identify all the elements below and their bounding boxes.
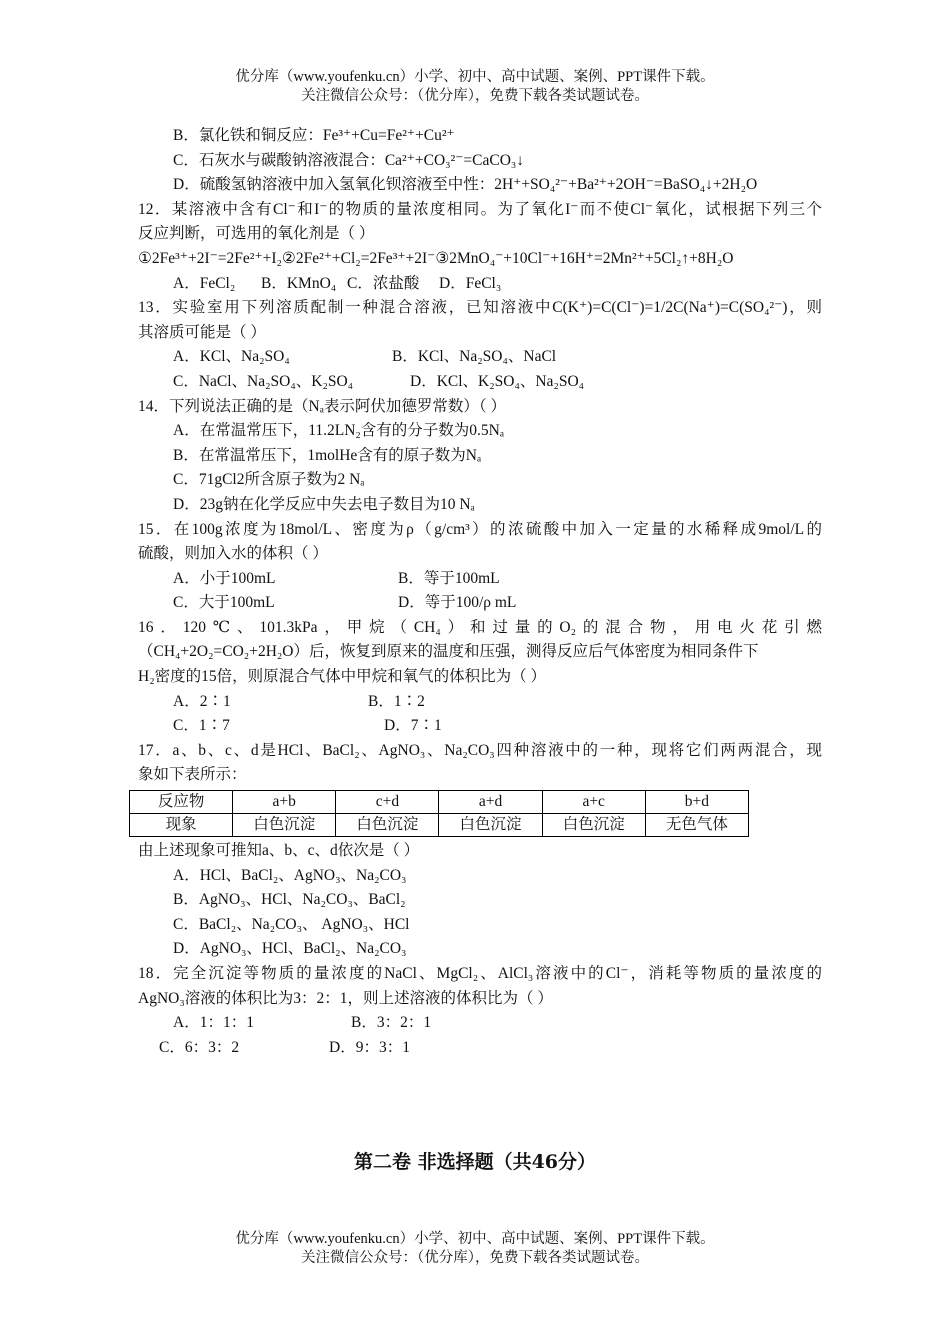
table-cell: 白色沉淀	[439, 814, 542, 837]
q13-stem-line-1: 13．实验室用下列溶质配制一种混合溶液，已知溶液中C(K⁺)=C(Cl⁻)=1/2C(Na⁺)=C(SO₄²⁻)，则	[138, 299, 822, 317]
footer-line-1: 优分库（www.youfenku.cn）小学、初中、高中试题、案例、PPT课件下载。	[235, 1231, 715, 1247]
q13-option-b: B．KCl、Na₂SO₄、NaCl	[392, 348, 557, 366]
table-cell: a+c	[542, 791, 645, 814]
q18-stem-line-2: AgNO₃溶液的体积比为3：2：1，则上述溶液的体积比为（ ）	[138, 989, 553, 1007]
q15-option-c: C．大于100mL	[173, 594, 275, 612]
q11-option-d: D．硫酸氢钠溶液中加入氢氧化钡溶液至中性：2H⁺+SO₄²⁻+Ba²⁺+2OH⁻=BaSO₄↓+2H₂O	[173, 176, 758, 194]
q12-reactions: ①2Fe³⁺+2I⁻=2Fe²⁺+I₂②2Fe²⁺+Cl₂=2Fe³⁺+2I⁻③2MnO₄⁻+10Cl⁻+16H⁺=2Mn²⁺+5Cl₂↑+8H₂O	[138, 249, 734, 267]
q12-option-c: C．浓盐酸	[347, 274, 420, 292]
q11-option-c: C．石灰水与碳酸钠溶液混合：Ca²⁺+CO₃²⁻=CaCO₃↓	[173, 151, 525, 169]
header-line-2: 关注微信公众号：（优分库），免费下载各类试题试卷。	[301, 88, 649, 104]
q17-option-b: B．AgNO₃、HCl、Na₂CO₃、BaCl₂	[173, 891, 406, 909]
q16-options-cd	[138, 714, 822, 739]
q16-option-d: D．7∶1	[384, 717, 442, 735]
table-cell: 白色沉淀	[233, 814, 336, 837]
table-cell: 白色沉淀	[336, 814, 439, 837]
q14-option-a: A．在常温常压下，11.2LN₂含有的分子数为0.5Nₐ	[173, 422, 505, 440]
q16-option-b: B．1∶2	[368, 692, 425, 710]
q12-option-d: D．FeCl₃	[439, 274, 502, 292]
table-row	[130, 791, 749, 814]
table-cell: 现象	[130, 814, 233, 837]
q14-option-c: C．71gCl2所含原子数为2 Nₐ	[173, 471, 365, 489]
q16-stem-line-3: H₂密度的15倍，则原混合气体中甲烷和氧气的体积比为（ ）	[138, 668, 546, 686]
page-footer	[0, 1230, 950, 1268]
q16-options-ab	[138, 690, 822, 715]
q13-options-cd	[138, 370, 822, 395]
q15-option-a: A．小于100mL	[173, 569, 276, 587]
q17-option-a: A．HCl、BaCl₂、AgNO₃、Na₂CO₃	[173, 866, 407, 884]
table-cell: b+d	[645, 791, 748, 814]
q17-stem-line-3: 由上述现象可推知a、b、c、d依次是（ ）	[138, 842, 420, 860]
page-header	[0, 68, 950, 106]
q14-stem: 14．下列说法正确的是（Nₐ表示阿伏加德罗常数）（ ）	[138, 397, 507, 415]
q15-options-ab	[138, 567, 822, 592]
q17-stem-line-1: 17．a、b、c、d是HCl、BaCl₂、AgNO₃、Na₂CO₃四种溶液中的一种，现将它们两两混合，现	[138, 741, 822, 759]
q12-option-b: B．KMnO₄	[261, 274, 337, 292]
q15-option-d: D．等于100/ρ mL	[398, 594, 517, 612]
q18-option-b: B．3：2：1	[351, 1014, 432, 1032]
header-line-1: 优分库（www.youfenku.cn）小学、初中、高中试题、案例、PPT课件下载。	[235, 69, 715, 85]
table-cell: a+d	[439, 791, 542, 814]
footer-line-2: 关注微信公众号：（优分库），免费下载各类试题试卷。	[301, 1250, 649, 1266]
q17-stem-line-2: 象如下表所示：	[138, 766, 247, 784]
section-2-title: 第二卷 非选择题（共46分）	[353, 1151, 597, 1173]
q12-stem-line-1: 12．某溶液中含有Cl⁻和I⁻的物质的量浓度相同。为了氧化I⁻而不使Cl⁻氧化，试根据下列三个	[138, 200, 822, 218]
table-cell: c+d	[336, 791, 439, 814]
q16-stem-line-1: 16．120℃、101.3kPa，甲烷（CH₄）和过量的O₂的混合物，用电火花引燃	[138, 618, 822, 636]
q18-option-a: A．1：1：1	[173, 1014, 254, 1032]
q17-option-c: C．BaCl₂、Na₂CO₃、 AgNO₃、HCl	[173, 915, 410, 933]
q13-option-c: C．NaCl、Na₂SO₄、K₂SO₄	[173, 372, 354, 390]
table-cell: 白色沉淀	[542, 814, 645, 837]
q16-option-a: A．2∶1	[173, 692, 231, 710]
q16-option-c: C．1∶7	[173, 717, 230, 735]
table-row	[130, 814, 749, 837]
q15-options-cd	[138, 591, 822, 616]
observation-table	[129, 790, 749, 837]
q18-stem-line-1: 18．完全沉淀等物质的量浓度的NaCl、MgCl₂、AlCl₃溶液中的Cl⁻，消耗等物质的量浓度的	[138, 965, 822, 982]
q15-stem-line-1: 15．在100g浓度为18mol/L、密度为ρ（g/cm³）的浓硫酸中加入一定量的水稀释成9mol/L的	[138, 520, 822, 538]
q17-option-d: D．AgNO₃、HCl、BaCl₂、Na₂CO₃	[173, 940, 407, 958]
q16-stem-line-2: （CH₄+2O₂=CO₂+2H₂O）后，恢复到原来的温度和压强，测得反应后气体密度为相同条件下	[138, 643, 759, 661]
q12-options	[138, 272, 822, 297]
q13-option-a: A．KCl、Na₂SO₄	[173, 348, 290, 366]
q14-option-b: B．在常温常压下，1molHe含有的原子数为Nₐ	[173, 446, 482, 464]
q12-stem-line-2: 反应判断，可选用的氧化剂是（ ）	[138, 225, 375, 243]
table-cell: 反应物	[130, 791, 233, 814]
question-content	[138, 124, 822, 1060]
table-cell: a+b	[233, 791, 336, 814]
q18-options-cd	[138, 1036, 822, 1061]
q13-option-d: D．KCl、K₂SO₄、Na₂SO₄	[410, 372, 585, 390]
q18-option-c: C．6：3：2	[159, 1038, 240, 1056]
q13-stem-line-2: 其溶质可能是（ ）	[138, 323, 266, 341]
q14-option-d: D．23g钠在化学反应中失去电子数目为10 Nₐ	[173, 495, 475, 513]
q13-options-ab	[138, 345, 822, 370]
q11-option-b: B．氯化铁和铜反应：Fe³⁺+Cu=Fe²⁺+Cu²⁺	[173, 127, 455, 144]
table-cell: 无色气体	[645, 814, 748, 837]
q18-option-d: D．9：3：1	[329, 1038, 410, 1056]
q18-options-ab	[138, 1011, 822, 1036]
q15-option-b: B．等于100mL	[398, 569, 500, 587]
q12-option-a: A．FeCl₂	[173, 274, 236, 292]
q15-stem-line-2: 硫酸，则加入水的体积（ ）	[138, 545, 328, 563]
